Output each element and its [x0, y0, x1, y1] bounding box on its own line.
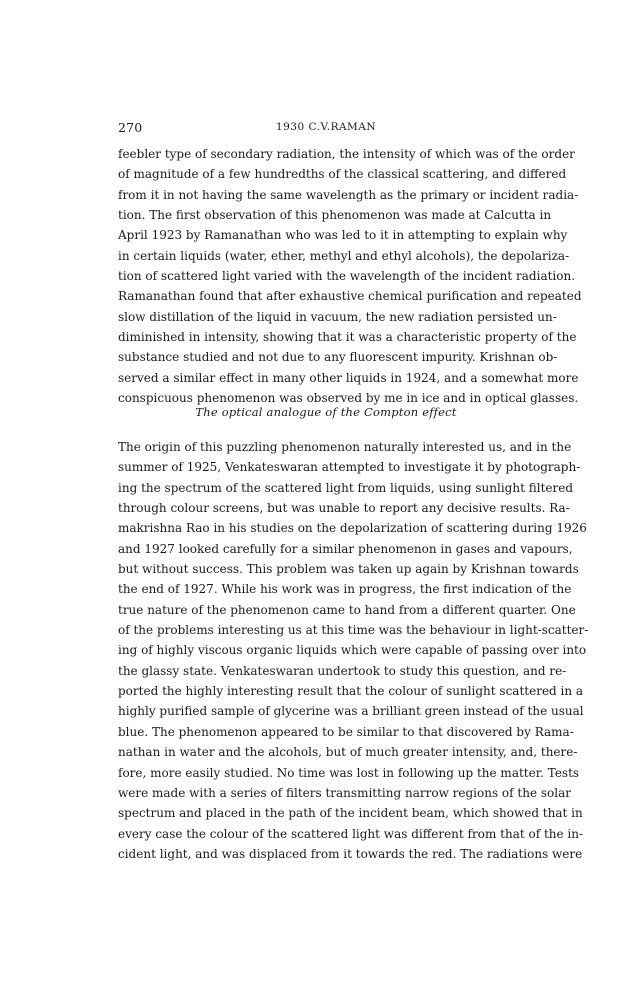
running-head: 1930 C.V.RAMAN: [275, 121, 377, 133]
text-line: the glassy state. Venkateswaran undertook to study this question, and re-: [118, 663, 567, 678]
text-line: through colour screens, but was unable to report any decisive results. Ra-: [118, 501, 570, 516]
paragraph-2: [118, 437, 589, 864]
text-line: highly purified sample of glycerine was a brilliant green instead of the usual: [118, 704, 584, 719]
text-line: ing the spectrum of the scattered light from liquids, using sunlight filtered: [118, 480, 574, 495]
text-line: tion. The first observation of this phenomenon was made at Calcutta in: [118, 208, 552, 223]
text-line: blue. The phenomenon appeared to be similar to that discovered by Rama-: [118, 724, 574, 739]
text-line: spectrum and placed in the path of the incident beam, which showed that in: [118, 806, 583, 821]
text-line: in certain liquids (water, ether, methyl and ethyl alcohols), the depolariza-: [118, 248, 570, 263]
text-line: tion of scattered light varied with the wavelength of the incident radiation.: [118, 269, 576, 284]
text-line: The origin of this puzzling phenomenon naturally interested us, and in the: [118, 440, 572, 454]
text-line: were made with a series of filters transmitting narrow regions of the solar: [118, 785, 571, 800]
text-line: fore, more easily studied. No time was lost in following up the matter. Tests: [118, 765, 580, 780]
text-line: from it in not having the same wavelength as the primary or incident radia-: [118, 187, 579, 202]
text-line: and 1927 looked carefully for a similar phenomenon in gases and vapours,: [118, 541, 573, 556]
text-line: feebler type of secondary radiation, the intensity of which was of the order: [118, 147, 575, 161]
text-line: of the problems interesting us at this time was the behaviour in light-scatter-: [118, 623, 589, 638]
text-line: but without success. This problem was taken up again by Krishnan towards: [118, 562, 579, 577]
section-heading: The optical analogue of the Compton effect: [195, 405, 457, 419]
text-line: substance studied and not due to any fluorescent impurity. Krishnan ob-: [118, 350, 558, 365]
text-line: April 1923 by Ramanathan who was led to it in attempting to explain why: [118, 228, 568, 243]
text-line: cident light, and was displaced from it towards the red. The radiations were: [118, 846, 583, 861]
paragraph-1: [118, 144, 582, 408]
text-line: every case the colour of the scattered light was different from that of the in-: [118, 826, 584, 841]
page-header: [118, 120, 534, 138]
text-line: true nature of the phenomenon came to hand from a different quarter. One: [118, 602, 576, 617]
text-line: ported the highly interesting result that the colour of sunlight scattered in a: [118, 684, 584, 699]
text-line: of magnitude of a few hundredths of the classical scattering, and differed: [118, 167, 567, 182]
text-line: summer of 1925, Venkateswaran attempted to investigate it by photograph-: [118, 460, 581, 475]
text-line: served a similar effect in many other liquids in 1924, and a somewhat more: [118, 370, 579, 385]
text-line: slow distillation of the liquid in vacuum, the new radiation persisted un-: [118, 309, 557, 324]
text-line: makrishna Rao in his studies on the depolarization of scattering during 1926: [118, 521, 587, 536]
text-line: ing of highly viscous organic liquids which were capable of passing over into: [118, 643, 587, 658]
text-line: conspicuous phenomenon was observed by me in ice and in optical glasses.: [118, 391, 579, 406]
text-line: diminished in intensity, showing that it was a characteristic property of the: [118, 330, 577, 345]
page-number: 270: [118, 120, 143, 135]
text-line: Ramanathan found that after exhaustive chemical purification and repeated: [118, 289, 582, 304]
text-line: nathan in water and the alcohols, but of much greater intensity, and, there-: [118, 745, 578, 760]
text-line: the end of 1927. While his work was in progress, the first indication of the: [118, 582, 572, 597]
